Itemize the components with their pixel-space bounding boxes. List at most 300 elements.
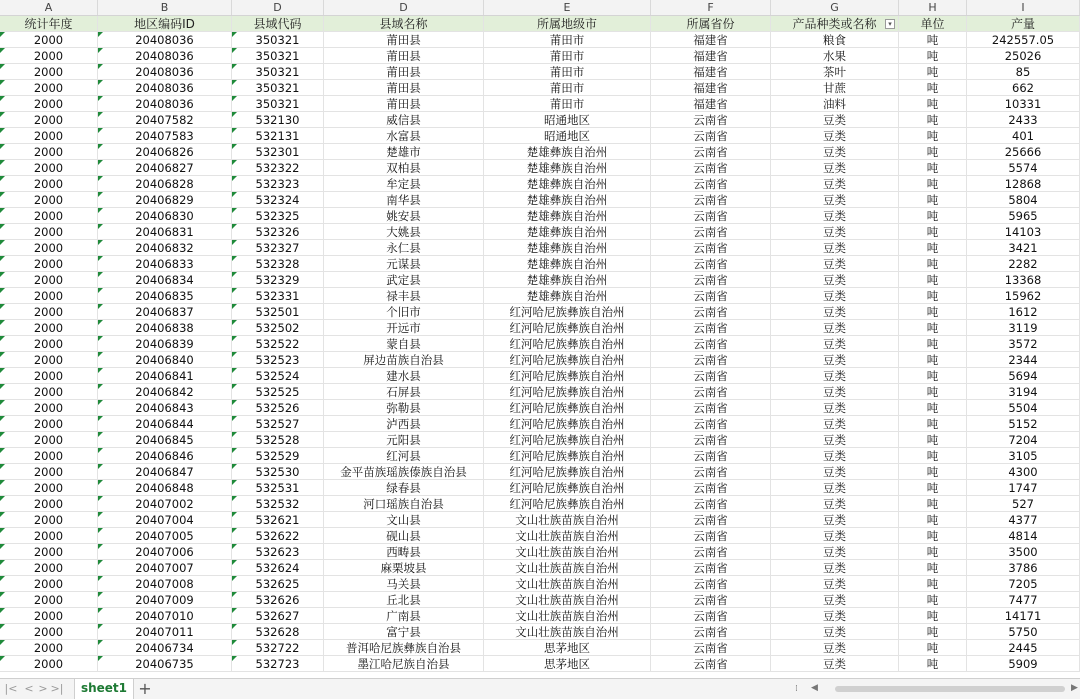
table-cell[interactable]: 豆类 <box>771 560 899 576</box>
table-cell[interactable]: 吨 <box>899 288 967 304</box>
table-cell[interactable]: 豆类 <box>771 416 899 432</box>
table-cell[interactable]: 云南省 <box>651 256 771 272</box>
table-cell[interactable]: 20408036 <box>98 96 232 112</box>
table-cell[interactable]: 350321 <box>232 80 324 96</box>
table-cell[interactable]: 红河哈尼族彝族自治州 <box>484 464 651 480</box>
table-cell[interactable]: 20406847 <box>98 464 232 480</box>
table-cell[interactable]: 20408036 <box>98 64 232 80</box>
table-cell[interactable]: 350321 <box>232 96 324 112</box>
table-cell[interactable]: 红河哈尼族彝族自治州 <box>484 432 651 448</box>
table-cell[interactable]: 红河哈尼族彝族自治州 <box>484 368 651 384</box>
table-cell[interactable]: 2000 <box>0 592 98 608</box>
table-cell[interactable]: 云南省 <box>651 192 771 208</box>
scrollbar-thumb[interactable] <box>835 686 1065 692</box>
table-cell[interactable]: 2000 <box>0 240 98 256</box>
table-cell[interactable]: 吨 <box>899 624 967 640</box>
table-cell[interactable]: 吨 <box>899 48 967 64</box>
table-cell[interactable]: 2000 <box>0 304 98 320</box>
table-cell[interactable]: 20406848 <box>98 480 232 496</box>
table-cell[interactable]: 20407008 <box>98 576 232 592</box>
column-letter-6[interactable]: G <box>771 0 899 15</box>
table-cell[interactable]: 532526 <box>232 400 324 416</box>
table-cell[interactable]: 2000 <box>0 336 98 352</box>
table-cell[interactable]: 85 <box>967 64 1080 80</box>
table-cell[interactable]: 3194 <box>967 384 1080 400</box>
table-cell[interactable]: 豆类 <box>771 352 899 368</box>
table-cell[interactable]: 吨 <box>899 368 967 384</box>
table-cell[interactable]: 2000 <box>0 112 98 128</box>
table-cell[interactable]: 532530 <box>232 464 324 480</box>
table-cell[interactable]: 莆田县 <box>324 96 484 112</box>
table-cell[interactable]: 河口瑶族自治县 <box>324 496 484 512</box>
table-cell[interactable]: 豆类 <box>771 640 899 656</box>
table-cell[interactable]: 楚雄彝族自治州 <box>484 288 651 304</box>
table-cell[interactable]: 1747 <box>967 480 1080 496</box>
table-cell[interactable]: 莆田市 <box>484 80 651 96</box>
table-cell[interactable]: 532626 <box>232 592 324 608</box>
table-cell[interactable]: 350321 <box>232 48 324 64</box>
table-cell[interactable]: 吨 <box>899 416 967 432</box>
table-cell[interactable]: 吨 <box>899 112 967 128</box>
table-cell[interactable]: 3500 <box>967 544 1080 560</box>
table-cell[interactable]: 云南省 <box>651 144 771 160</box>
table-cell[interactable]: 牟定县 <box>324 176 484 192</box>
table-cell[interactable]: 云南省 <box>651 128 771 144</box>
scroll-left-icon[interactable]: ◀ <box>811 683 818 693</box>
table-cell[interactable]: 2000 <box>0 544 98 560</box>
table-cell[interactable]: 豆类 <box>771 256 899 272</box>
table-cell[interactable]: 文山壮族苗族自治州 <box>484 592 651 608</box>
table-cell[interactable]: 云南省 <box>651 528 771 544</box>
table-cell[interactable]: 吨 <box>899 640 967 656</box>
table-cell[interactable]: 20406831 <box>98 224 232 240</box>
table-cell[interactable]: 豆类 <box>771 432 899 448</box>
table-cell[interactable]: 文山壮族苗族自治州 <box>484 544 651 560</box>
table-cell[interactable]: 2000 <box>0 480 98 496</box>
table-cell[interactable]: 红河哈尼族彝族自治州 <box>484 304 651 320</box>
table-cell[interactable]: 532722 <box>232 640 324 656</box>
table-cell[interactable]: 2000 <box>0 272 98 288</box>
table-cell[interactable]: 云南省 <box>651 608 771 624</box>
table-cell[interactable]: 红河哈尼族彝族自治州 <box>484 320 651 336</box>
table-cell[interactable]: 532329 <box>232 272 324 288</box>
table-cell[interactable]: 云南省 <box>651 176 771 192</box>
table-cell[interactable]: 云南省 <box>651 624 771 640</box>
table-cell[interactable]: 云南省 <box>651 432 771 448</box>
header-cell[interactable] <box>232 16 324 32</box>
table-cell[interactable]: 532623 <box>232 544 324 560</box>
table-cell[interactable]: 20407007 <box>98 560 232 576</box>
table-cell[interactable]: 吨 <box>899 448 967 464</box>
table-cell[interactable]: 云南省 <box>651 224 771 240</box>
table-cell[interactable]: 532326 <box>232 224 324 240</box>
table-cell[interactable]: 20406839 <box>98 336 232 352</box>
header-cell[interactable] <box>324 16 484 32</box>
table-cell[interactable]: 元阳县 <box>324 432 484 448</box>
table-cell[interactable]: 5804 <box>967 192 1080 208</box>
table-cell[interactable]: 莆田县 <box>324 48 484 64</box>
table-cell[interactable]: 楚雄彝族自治州 <box>484 272 651 288</box>
table-cell[interactable]: 20407582 <box>98 112 232 128</box>
table-cell[interactable]: 豆类 <box>771 576 899 592</box>
table-cell[interactable]: 楚雄彝族自治州 <box>484 192 651 208</box>
table-cell[interactable]: 红河哈尼族彝族自治州 <box>484 496 651 512</box>
table-cell[interactable]: 532301 <box>232 144 324 160</box>
table-cell[interactable]: 思茅地区 <box>484 656 651 672</box>
table-cell[interactable]: 莆田市 <box>484 48 651 64</box>
table-cell[interactable]: 20406837 <box>98 304 232 320</box>
table-cell[interactable]: 532627 <box>232 608 324 624</box>
table-cell[interactable]: 532525 <box>232 384 324 400</box>
table-cell[interactable]: 20406828 <box>98 176 232 192</box>
table-cell[interactable]: 242557.05 <box>967 32 1080 48</box>
table-cell[interactable]: 15962 <box>967 288 1080 304</box>
table-cell[interactable]: 豆类 <box>771 128 899 144</box>
table-cell[interactable]: 2000 <box>0 400 98 416</box>
table-cell[interactable]: 云南省 <box>651 640 771 656</box>
table-cell[interactable]: 3105 <box>967 448 1080 464</box>
table-cell[interactable]: 吨 <box>899 480 967 496</box>
table-cell[interactable]: 屏边苗族自治县 <box>324 352 484 368</box>
table-cell[interactable]: 莆田县 <box>324 64 484 80</box>
table-cell[interactable]: 4300 <box>967 464 1080 480</box>
table-cell[interactable]: 云南省 <box>651 160 771 176</box>
table-cell[interactable]: 吨 <box>899 144 967 160</box>
table-cell[interactable]: 豆类 <box>771 384 899 400</box>
table-cell[interactable]: 2000 <box>0 464 98 480</box>
table-cell[interactable]: 吨 <box>899 432 967 448</box>
table-cell[interactable]: 2000 <box>0 640 98 656</box>
table-cell[interactable]: 7205 <box>967 576 1080 592</box>
table-cell[interactable]: 豆类 <box>771 144 899 160</box>
table-cell[interactable]: 豆类 <box>771 224 899 240</box>
table-cell[interactable]: 吨 <box>899 528 967 544</box>
table-cell[interactable]: 20408036 <box>98 32 232 48</box>
table-cell[interactable]: 吨 <box>899 64 967 80</box>
table-cell[interactable]: 云南省 <box>651 496 771 512</box>
table-cell[interactable]: 云南省 <box>651 320 771 336</box>
table-cell[interactable]: 广南县 <box>324 608 484 624</box>
table-cell[interactable]: 12868 <box>967 176 1080 192</box>
table-cell[interactable]: 20406842 <box>98 384 232 400</box>
header-cell[interactable] <box>771 16 899 32</box>
table-cell[interactable]: 威信县 <box>324 112 484 128</box>
filter-dropdown-icon[interactable]: ▾ <box>885 19 895 29</box>
table-cell[interactable]: 云南省 <box>651 368 771 384</box>
table-cell[interactable]: 云南省 <box>651 544 771 560</box>
table-cell[interactable]: 豆类 <box>771 464 899 480</box>
table-cell[interactable]: 豆类 <box>771 160 899 176</box>
table-cell[interactable]: 20406827 <box>98 160 232 176</box>
next-sheet-icon[interactable]: > <box>38 682 48 695</box>
table-cell[interactable]: 2000 <box>0 528 98 544</box>
table-cell[interactable]: 2000 <box>0 160 98 176</box>
table-cell[interactable]: 532628 <box>232 624 324 640</box>
table-cell[interactable]: 7477 <box>967 592 1080 608</box>
table-cell[interactable]: 云南省 <box>651 112 771 128</box>
table-cell[interactable]: 662 <box>967 80 1080 96</box>
table-cell[interactable]: 20406833 <box>98 256 232 272</box>
table-cell[interactable]: 昭通地区 <box>484 128 651 144</box>
table-cell[interactable]: 福建省 <box>651 48 771 64</box>
table-cell[interactable]: 红河哈尼族彝族自治州 <box>484 448 651 464</box>
table-cell[interactable]: 532524 <box>232 368 324 384</box>
table-cell[interactable]: 532624 <box>232 560 324 576</box>
table-cell[interactable]: 吨 <box>899 80 967 96</box>
header-cell[interactable] <box>484 16 651 32</box>
table-cell[interactable]: 吨 <box>899 336 967 352</box>
table-cell[interactable]: 20406735 <box>98 656 232 672</box>
table-cell[interactable]: 文山壮族苗族自治州 <box>484 576 651 592</box>
table-cell[interactable]: 泸西县 <box>324 416 484 432</box>
table-cell[interactable]: 吨 <box>899 512 967 528</box>
last-sheet-icon[interactable]: >| <box>50 682 64 695</box>
table-cell[interactable]: 吨 <box>899 544 967 560</box>
table-cell[interactable]: 石屏县 <box>324 384 484 400</box>
table-cell[interactable]: 文山壮族苗族自治州 <box>484 624 651 640</box>
table-cell[interactable]: 云南省 <box>651 464 771 480</box>
table-cell[interactable]: 527 <box>967 496 1080 512</box>
table-cell[interactable]: 楚雄彝族自治州 <box>484 176 651 192</box>
table-cell[interactable]: 532327 <box>232 240 324 256</box>
table-cell[interactable]: 吨 <box>899 192 967 208</box>
table-cell[interactable]: 532322 <box>232 160 324 176</box>
table-cell[interactable]: 云南省 <box>651 208 771 224</box>
table-cell[interactable]: 云南省 <box>651 656 771 672</box>
table-cell[interactable]: 福建省 <box>651 32 771 48</box>
table-cell[interactable]: 云南省 <box>651 240 771 256</box>
table-cell[interactable]: 2000 <box>0 512 98 528</box>
table-cell[interactable]: 20406830 <box>98 208 232 224</box>
add-sheet-button[interactable]: + <box>138 679 152 698</box>
table-cell[interactable]: 油料 <box>771 96 899 112</box>
table-cell[interactable]: 20406734 <box>98 640 232 656</box>
table-cell[interactable]: 20406844 <box>98 416 232 432</box>
table-cell[interactable]: 豆类 <box>771 544 899 560</box>
table-cell[interactable]: 5965 <box>967 208 1080 224</box>
table-cell[interactable]: 文山县 <box>324 512 484 528</box>
table-cell[interactable]: 2000 <box>0 368 98 384</box>
table-cell[interactable]: 南华县 <box>324 192 484 208</box>
table-cell[interactable]: 红河哈尼族彝族自治州 <box>484 352 651 368</box>
table-cell[interactable]: 20406840 <box>98 352 232 368</box>
table-cell[interactable]: 福建省 <box>651 96 771 112</box>
table-cell[interactable]: 莆田市 <box>484 96 651 112</box>
table-cell[interactable]: 532523 <box>232 352 324 368</box>
table-cell[interactable]: 532528 <box>232 432 324 448</box>
table-cell[interactable]: 2000 <box>0 64 98 80</box>
table-cell[interactable]: 吨 <box>899 176 967 192</box>
table-cell[interactable]: 20406843 <box>98 400 232 416</box>
table-cell[interactable]: 福建省 <box>651 64 771 80</box>
table-cell[interactable]: 5750 <box>967 624 1080 640</box>
table-cell[interactable]: 25026 <box>967 48 1080 64</box>
table-cell[interactable]: 20406834 <box>98 272 232 288</box>
table-cell[interactable]: 豆类 <box>771 528 899 544</box>
table-cell[interactable]: 云南省 <box>651 336 771 352</box>
column-letter-0[interactable]: A <box>0 0 98 15</box>
table-cell[interactable]: 绿春县 <box>324 480 484 496</box>
table-cell[interactable]: 20406845 <box>98 432 232 448</box>
table-cell[interactable]: 吨 <box>899 304 967 320</box>
table-cell[interactable]: 吨 <box>899 208 967 224</box>
table-cell[interactable]: 蒙自县 <box>324 336 484 352</box>
column-letter-8[interactable]: I <box>967 0 1080 15</box>
table-cell[interactable]: 20407583 <box>98 128 232 144</box>
table-cell[interactable]: 豆类 <box>771 368 899 384</box>
table-cell[interactable]: 4814 <box>967 528 1080 544</box>
table-cell[interactable]: 武定县 <box>324 272 484 288</box>
table-cell[interactable]: 茶叶 <box>771 64 899 80</box>
table-cell[interactable]: 532529 <box>232 448 324 464</box>
table-cell[interactable]: 吨 <box>899 400 967 416</box>
table-cell[interactable]: 红河哈尼族彝族自治州 <box>484 400 651 416</box>
table-cell[interactable]: 文山壮族苗族自治州 <box>484 608 651 624</box>
table-cell[interactable]: 5574 <box>967 160 1080 176</box>
table-cell[interactable]: 豆类 <box>771 448 899 464</box>
table-cell[interactable]: 350321 <box>232 64 324 80</box>
table-cell[interactable]: 双柏县 <box>324 160 484 176</box>
table-cell[interactable]: 思茅地区 <box>484 640 651 656</box>
table-cell[interactable]: 弥勒县 <box>324 400 484 416</box>
table-cell[interactable]: 20407011 <box>98 624 232 640</box>
table-cell[interactable]: 禄丰县 <box>324 288 484 304</box>
table-cell[interactable]: 楚雄彝族自治州 <box>484 144 651 160</box>
table-cell[interactable]: 532527 <box>232 416 324 432</box>
table-cell[interactable]: 云南省 <box>651 592 771 608</box>
table-cell[interactable]: 云南省 <box>651 272 771 288</box>
header-cell[interactable] <box>967 16 1080 32</box>
table-cell[interactable]: 豆类 <box>771 272 899 288</box>
header-cell[interactable] <box>98 16 232 32</box>
table-cell[interactable]: 20406835 <box>98 288 232 304</box>
table-cell[interactable]: 2000 <box>0 624 98 640</box>
table-cell[interactable]: 吨 <box>899 128 967 144</box>
table-cell[interactable]: 20407010 <box>98 608 232 624</box>
table-cell[interactable]: 2000 <box>0 448 98 464</box>
table-cell[interactable]: 莆田市 <box>484 64 651 80</box>
scroll-right-icon[interactable]: ▶ <box>1071 683 1078 693</box>
table-cell[interactable]: 红河县 <box>324 448 484 464</box>
table-cell[interactable]: 吨 <box>899 560 967 576</box>
table-cell[interactable]: 豆类 <box>771 624 899 640</box>
header-cell[interactable] <box>651 16 771 32</box>
table-cell[interactable]: 豆类 <box>771 112 899 128</box>
table-cell[interactable]: 吨 <box>899 160 967 176</box>
table-cell[interactable]: 豆类 <box>771 304 899 320</box>
table-cell[interactable]: 13368 <box>967 272 1080 288</box>
table-cell[interactable]: 云南省 <box>651 512 771 528</box>
table-cell[interactable]: 楚雄彝族自治州 <box>484 256 651 272</box>
table-cell[interactable]: 豆类 <box>771 320 899 336</box>
table-cell[interactable]: 普洱哈尼族彝族自治县 <box>324 640 484 656</box>
first-sheet-icon[interactable]: |< <box>4 682 18 695</box>
table-cell[interactable]: 532622 <box>232 528 324 544</box>
table-cell[interactable]: 豆类 <box>771 208 899 224</box>
table-cell[interactable]: 文山壮族苗族自治州 <box>484 528 651 544</box>
table-cell[interactable]: 350321 <box>232 32 324 48</box>
table-cell[interactable]: 楚雄彝族自治州 <box>484 224 651 240</box>
table-cell[interactable]: 2000 <box>0 96 98 112</box>
table-cell[interactable]: 云南省 <box>651 560 771 576</box>
table-cell[interactable]: 20406838 <box>98 320 232 336</box>
table-cell[interactable]: 墨江哈尼族自治县 <box>324 656 484 672</box>
table-cell[interactable]: 云南省 <box>651 448 771 464</box>
table-cell[interactable]: 楚雄彝族自治州 <box>484 208 651 224</box>
table-cell[interactable]: 建水县 <box>324 368 484 384</box>
table-cell[interactable]: 2000 <box>0 48 98 64</box>
table-cell[interactable]: 莆田市 <box>484 32 651 48</box>
table-cell[interactable]: 532723 <box>232 656 324 672</box>
table-cell[interactable]: 2000 <box>0 352 98 368</box>
table-cell[interactable]: 2000 <box>0 416 98 432</box>
table-cell[interactable]: 豆类 <box>771 192 899 208</box>
table-cell[interactable]: 532331 <box>232 288 324 304</box>
table-cell[interactable]: 开远市 <box>324 320 484 336</box>
table-cell[interactable]: 吨 <box>899 352 967 368</box>
table-cell[interactable]: 2000 <box>0 656 98 672</box>
table-cell[interactable]: 吨 <box>899 224 967 240</box>
table-cell[interactable]: 14103 <box>967 224 1080 240</box>
table-cell[interactable]: 云南省 <box>651 352 771 368</box>
table-cell[interactable]: 云南省 <box>651 416 771 432</box>
table-cell[interactable]: 吨 <box>899 464 967 480</box>
table-cell[interactable]: 豆类 <box>771 336 899 352</box>
table-cell[interactable]: 2282 <box>967 256 1080 272</box>
table-cell[interactable]: 豆类 <box>771 592 899 608</box>
table-cell[interactable]: 532502 <box>232 320 324 336</box>
header-cell[interactable] <box>0 16 98 32</box>
table-cell[interactable]: 401 <box>967 128 1080 144</box>
table-cell[interactable]: 2000 <box>0 288 98 304</box>
table-cell[interactable]: 金平苗族瑶族傣族自治县 <box>324 464 484 480</box>
table-cell[interactable]: 10331 <box>967 96 1080 112</box>
table-cell[interactable]: 粮食 <box>771 32 899 48</box>
table-cell[interactable]: 3572 <box>967 336 1080 352</box>
table-cell[interactable]: 富宁县 <box>324 624 484 640</box>
table-cell[interactable]: 西畴县 <box>324 544 484 560</box>
header-cell[interactable] <box>899 16 967 32</box>
table-cell[interactable]: 20406832 <box>98 240 232 256</box>
table-cell[interactable]: 20408036 <box>98 48 232 64</box>
table-cell[interactable]: 莆田县 <box>324 80 484 96</box>
table-cell[interactable]: 水富县 <box>324 128 484 144</box>
table-cell[interactable]: 2000 <box>0 224 98 240</box>
table-cell[interactable]: 云南省 <box>651 288 771 304</box>
table-cell[interactable]: 5504 <box>967 400 1080 416</box>
table-cell[interactable]: 3119 <box>967 320 1080 336</box>
table-cell[interactable]: 532621 <box>232 512 324 528</box>
table-cell[interactable]: 云南省 <box>651 304 771 320</box>
table-cell[interactable]: 2000 <box>0 144 98 160</box>
table-cell[interactable]: 马关县 <box>324 576 484 592</box>
horizontal-scrollbar[interactable] <box>795 684 1080 694</box>
table-cell[interactable]: 吨 <box>899 384 967 400</box>
table-cell[interactable]: 云南省 <box>651 384 771 400</box>
table-cell[interactable]: 532532 <box>232 496 324 512</box>
scrollbar-grip-icon[interactable]: ⁞ <box>795 684 798 694</box>
table-cell[interactable]: 吨 <box>899 272 967 288</box>
table-cell[interactable]: 20406846 <box>98 448 232 464</box>
table-cell[interactable]: 532323 <box>232 176 324 192</box>
table-cell[interactable]: 吨 <box>899 608 967 624</box>
table-cell[interactable]: 2344 <box>967 352 1080 368</box>
table-cell[interactable]: 楚雄彝族自治州 <box>484 160 651 176</box>
table-cell[interactable]: 2000 <box>0 384 98 400</box>
table-cell[interactable]: 532625 <box>232 576 324 592</box>
table-cell[interactable]: 水果 <box>771 48 899 64</box>
table-cell[interactable]: 20407002 <box>98 496 232 512</box>
